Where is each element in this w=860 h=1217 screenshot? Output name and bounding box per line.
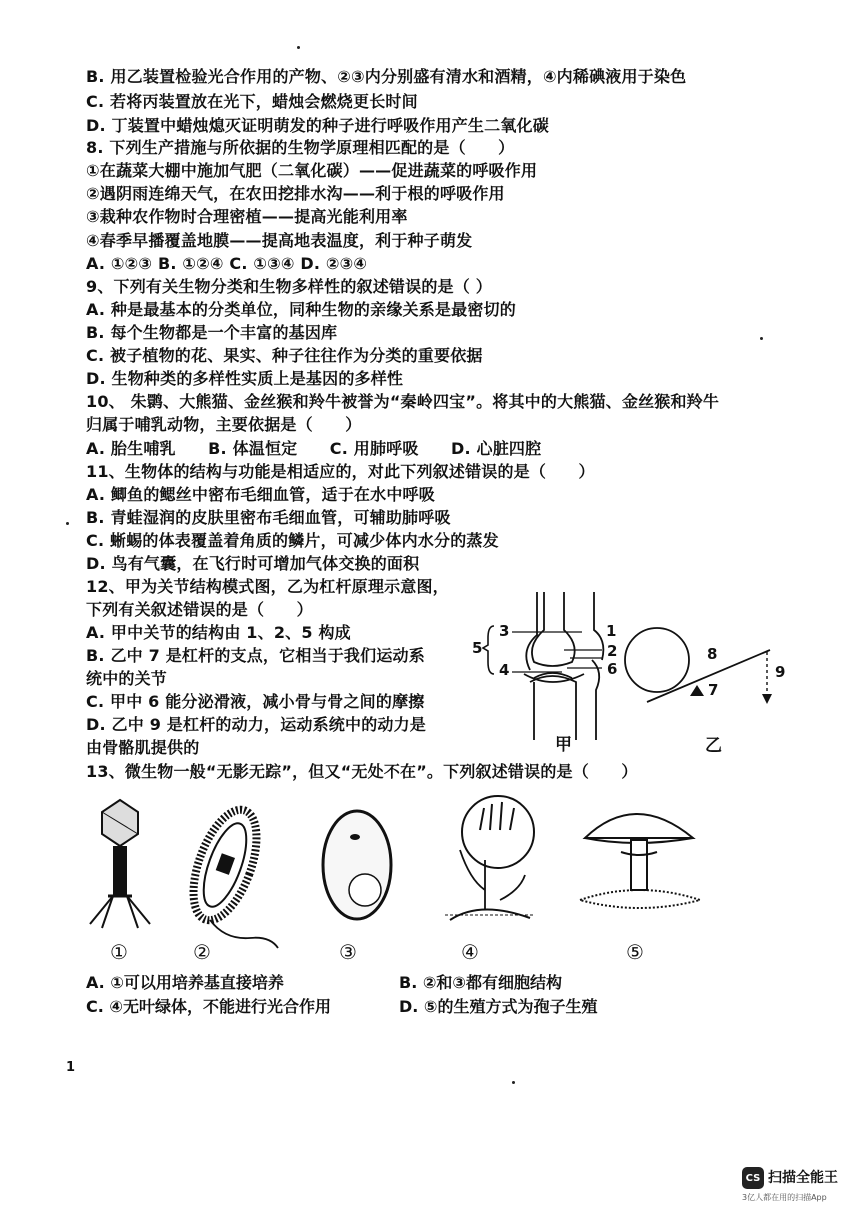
camscanner-logo: CS bbox=[742, 1167, 764, 1189]
scan-speck bbox=[512, 1081, 515, 1084]
q7-option-d: D. 丁装置中蜡烛熄灭证明萌发的种子进行呼吸作用产生二氧化碳 bbox=[86, 116, 549, 135]
lever-label-8: 8 bbox=[707, 645, 718, 663]
q11-option-c: C. 蜥蜴的体表覆盖着角质的鳞片，可减少体内水分的蒸发 bbox=[86, 531, 499, 550]
q12-option-b: B. 乙中 7 是杠杆的支点，它相当于我们运动系 bbox=[86, 646, 425, 665]
q12-option-d-cont: 由骨骼肌提供的 bbox=[86, 738, 200, 757]
mold-illustration bbox=[440, 790, 540, 930]
joint-label-3: 3 bbox=[499, 622, 510, 640]
joint-diagram bbox=[472, 590, 622, 740]
q8-stem: 8. 下列生产措施与所依据的生物学原理相匹配的是（ ） bbox=[86, 138, 515, 157]
bacterium-illustration bbox=[180, 800, 280, 950]
q10-stem-2: 归属于哺乳动物，主要依据是（ ） bbox=[86, 415, 362, 434]
joint-label-4: 4 bbox=[499, 661, 510, 679]
q8-item-2: ②遇阴雨连绵天气，在农田挖排水沟——利于根的呼吸作用 bbox=[86, 184, 505, 203]
q11-option-a: A. 鲫鱼的鳃丝中密布毛细血管，适于在水中呼吸 bbox=[86, 485, 435, 504]
joint-label-6: 6 bbox=[607, 660, 618, 678]
q13-option-b: B. ②和③都有细胞结构 bbox=[399, 973, 562, 992]
microbe-label-1: ① bbox=[110, 940, 128, 964]
joint-label-2: 2 bbox=[607, 642, 618, 660]
q8-item-3: ③栽种农作物时合理密植——提高光能利用率 bbox=[86, 207, 408, 226]
q13-option-c: C. ④无叶绿体，不能进行光合作用 bbox=[86, 997, 331, 1016]
q13-option-d: D. ⑤的生殖方式为孢子生殖 bbox=[399, 997, 598, 1016]
microbe-label-4: ④ bbox=[461, 940, 479, 964]
q12-option-c: C. 甲中 6 能分泌滑液，减小骨与骨之间的摩擦 bbox=[86, 692, 425, 711]
q10-options: A. 胎生哺乳 B. 体温恒定 C. 用肺呼吸 D. 心脏四腔 bbox=[86, 439, 542, 458]
virus-illustration bbox=[80, 792, 160, 932]
lever-label-7: 7 bbox=[708, 681, 719, 699]
q8-item-4: ④春季早播覆盖地膜——提高地表温度，利于种子萌发 bbox=[86, 231, 473, 250]
lever-figure-caption: 乙 bbox=[705, 736, 722, 756]
q9-option-b: B. 每个生物都是一个丰富的基因库 bbox=[86, 323, 338, 342]
q9-option-a: A. 种是最基本的分类单位，同种生物的亲缘关系是最密切的 bbox=[86, 300, 516, 319]
watermark-app-name: 扫描全能王 bbox=[768, 1170, 838, 1186]
q12-option-d: D. 乙中 9 是杠杆的动力，运动系统中的动力是 bbox=[86, 715, 427, 734]
page-number: 1 bbox=[66, 1060, 76, 1075]
scan-speck bbox=[297, 46, 300, 49]
yeast-illustration bbox=[315, 805, 405, 935]
joint-label-5: 5 bbox=[472, 639, 483, 657]
microbe-label-2: ② bbox=[193, 940, 211, 964]
joint-figure-caption: 甲 bbox=[555, 735, 572, 755]
q13-option-a: A. ①可以用培养基直接培养 bbox=[86, 973, 284, 992]
lever-diagram bbox=[622, 622, 782, 732]
scan-speck bbox=[760, 337, 763, 340]
q7-option-c: C. 若将丙装置放在光下，蜡烛会燃烧更长时间 bbox=[86, 92, 418, 111]
watermark-tagline: 3亿人都在用的扫描App bbox=[742, 1193, 827, 1202]
q12-option-a: A. 甲中关节的结构由 1、2、5 构成 bbox=[86, 623, 351, 642]
q13-stem: 13、微生物一般“无影无踪”，但又“无处不在”。下列叙述错误的是（ ） bbox=[86, 762, 638, 781]
q12-option-b-cont: 统中的关节 bbox=[86, 669, 168, 688]
q10-stem-1: 10、 朱鹮、大熊猫、金丝猴和羚牛被誉为“秦岭四宝”。将其中的大熊猫、金丝猴和羚牛 bbox=[86, 392, 720, 411]
q9-option-d: D. 生物种类的多样性实质上是基因的多样性 bbox=[86, 369, 404, 388]
microbe-label-3: ③ bbox=[339, 940, 357, 964]
q11-option-d: D. 鸟有气囊，在飞行时可增加气体交换的面积 bbox=[86, 554, 420, 573]
q8-item-1: ①在蔬菜大棚中施加气肥（二氧化碳）——促进蔬菜的呼吸作用 bbox=[86, 161, 538, 180]
q11-stem: 11、生物体的结构与功能是相适应的，对此下列叙述错误的是（ ） bbox=[86, 462, 595, 481]
q11-option-b: B. 青蛙湿润的皮肤里密布毛细血管，可辅助肺呼吸 bbox=[86, 508, 451, 527]
scan-speck bbox=[66, 522, 69, 525]
lever-label-9: 9 bbox=[775, 663, 786, 681]
q9-option-c: C. 被子植物的花、果实、种子往往作为分类的重要依据 bbox=[86, 346, 483, 365]
q9-stem: 9、下列有关生物分类和生物多样性的叙述错误的是（ ） bbox=[86, 277, 492, 296]
microbe-label-5: ⑤ bbox=[626, 940, 644, 964]
joint-label-1: 1 bbox=[606, 622, 617, 640]
q12-stem-1: 12、甲为关节结构模式图，乙为杠杆原理示意图， bbox=[86, 577, 449, 596]
q7-option-b: B. 用乙装置检验光合作用的产物、②③内分别盛有清水和酒精，④内稀碘液用于染色 bbox=[86, 67, 687, 86]
mushroom-illustration bbox=[575, 790, 705, 920]
q8-options: A. ①②③ B. ①②④ C. ①③④ D. ②③④ bbox=[86, 254, 368, 273]
q12-stem-2: 下列有关叙述错误的是（ ） bbox=[86, 600, 313, 619]
